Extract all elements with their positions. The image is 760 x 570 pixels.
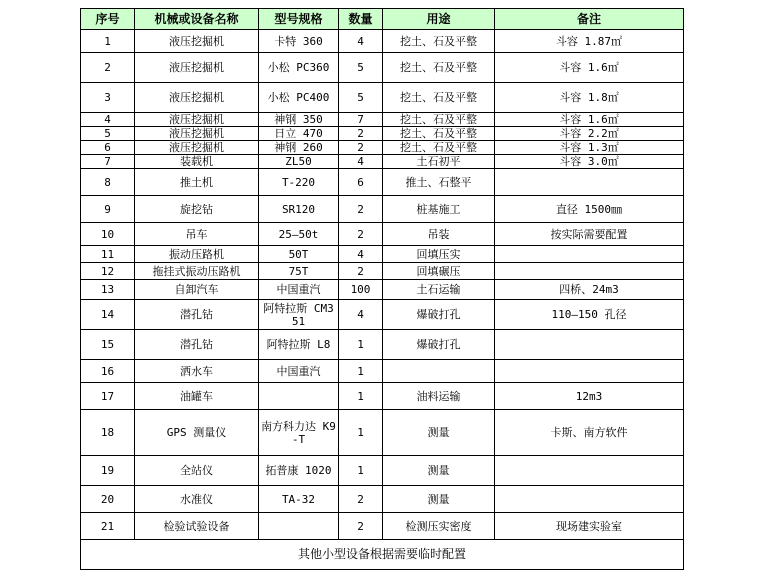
- cell-quantity: 2: [339, 263, 383, 280]
- table-body: [81, 30, 684, 540]
- cell-name: 自卸汽车: [135, 280, 259, 300]
- cell-remark: 110—150 孔径: [495, 300, 684, 330]
- cell-remark: 斗容 1.87㎡: [495, 30, 684, 53]
- cell-model: 75T: [259, 263, 339, 280]
- cell-purpose: 油料运输: [383, 383, 495, 410]
- table-row: [81, 127, 684, 141]
- cell-name: 检验试验设备: [135, 513, 259, 540]
- table-row: [81, 513, 684, 540]
- table-row: [81, 141, 684, 155]
- cell-name: 拖挂式振动压路机: [135, 263, 259, 280]
- cell-model: 小松 PC360: [259, 53, 339, 83]
- cell-quantity: 7: [339, 113, 383, 127]
- table-row: [81, 83, 684, 113]
- table-row: [81, 383, 684, 410]
- cell-quantity: 1: [339, 383, 383, 410]
- cell-index: 1: [81, 30, 135, 53]
- cell-quantity: 2: [339, 196, 383, 223]
- cell-quantity: 100: [339, 280, 383, 300]
- cell-remark: 12m3: [495, 383, 684, 410]
- cell-purpose: 挖土、石及平整: [383, 53, 495, 83]
- table-row: [81, 456, 684, 486]
- cell-purpose: 挖土、石及平整: [383, 30, 495, 53]
- cell-index: 12: [81, 263, 135, 280]
- cell-quantity: 6: [339, 169, 383, 196]
- footer-note: 其他小型设备根据需要临时配置: [81, 540, 684, 570]
- footer-row: [81, 540, 684, 570]
- cell-remark: 斗容 1.6㎡: [495, 53, 684, 83]
- cell-model: T-220: [259, 169, 339, 196]
- cell-remark: [495, 246, 684, 263]
- cell-index: 20: [81, 486, 135, 513]
- col-header-quantity: 数量: [339, 9, 383, 30]
- cell-remark: [495, 456, 684, 486]
- table-row: [81, 300, 684, 330]
- cell-model: TA-32: [259, 486, 339, 513]
- cell-name: 振动压路机: [135, 246, 259, 263]
- table-row: [81, 263, 684, 280]
- equipment-table: [80, 8, 684, 570]
- cell-purpose: 测量: [383, 410, 495, 456]
- cell-model: 卡特 360: [259, 30, 339, 53]
- cell-quantity: 2: [339, 141, 383, 155]
- cell-index: 15: [81, 330, 135, 360]
- cell-model: 神钢 350: [259, 113, 339, 127]
- cell-model: 阿特拉斯 CM351: [259, 300, 339, 330]
- cell-index: 7: [81, 155, 135, 169]
- cell-name: 液压挖掘机: [135, 113, 259, 127]
- cell-remark: 斗容 3.0㎡: [495, 155, 684, 169]
- cell-model: 25—50t: [259, 223, 339, 246]
- col-header-name: 机械或设备名称: [135, 9, 259, 30]
- cell-purpose: 挖土、石及平整: [383, 127, 495, 141]
- cell-remark: 斗容 1.6㎡: [495, 113, 684, 127]
- cell-index: 13: [81, 280, 135, 300]
- cell-purpose: 土石初平: [383, 155, 495, 169]
- cell-purpose: 挖土、石及平整: [383, 83, 495, 113]
- table-row: [81, 330, 684, 360]
- cell-name: 液压挖掘机: [135, 30, 259, 53]
- cell-remark: [495, 263, 684, 280]
- cell-quantity: 2: [339, 223, 383, 246]
- cell-remark: 直径 1500㎜: [495, 196, 684, 223]
- cell-purpose: 检测压实密度: [383, 513, 495, 540]
- header-row: [81, 9, 684, 30]
- cell-index: 16: [81, 360, 135, 383]
- cell-index: 5: [81, 127, 135, 141]
- cell-remark: [495, 360, 684, 383]
- cell-name: 装载机: [135, 155, 259, 169]
- cell-purpose: 挖土、石及平整: [383, 113, 495, 127]
- cell-remark: 斗容 1.8㎡: [495, 83, 684, 113]
- cell-index: 6: [81, 141, 135, 155]
- table-row: [81, 113, 684, 127]
- cell-quantity: 1: [339, 330, 383, 360]
- table-row: [81, 169, 684, 196]
- cell-index: 8: [81, 169, 135, 196]
- cell-index: 18: [81, 410, 135, 456]
- cell-purpose: 回填压实: [383, 246, 495, 263]
- cell-model: 中国重汽: [259, 280, 339, 300]
- cell-purpose: 爆破打孔: [383, 330, 495, 360]
- cell-name: 水准仪: [135, 486, 259, 513]
- cell-quantity: 5: [339, 53, 383, 83]
- cell-name: 液压挖掘机: [135, 53, 259, 83]
- cell-model: SR120: [259, 196, 339, 223]
- cell-model: 拓普康 1020: [259, 456, 339, 486]
- cell-purpose: 吊装: [383, 223, 495, 246]
- cell-model: 50T: [259, 246, 339, 263]
- cell-quantity: 1: [339, 360, 383, 383]
- cell-quantity: 5: [339, 83, 383, 113]
- cell-quantity: 4: [339, 246, 383, 263]
- cell-purpose: 桩基施工: [383, 196, 495, 223]
- col-header-purpose: 用途: [383, 9, 495, 30]
- table-row: [81, 53, 684, 83]
- table-row: [81, 155, 684, 169]
- cell-index: 21: [81, 513, 135, 540]
- col-header-model: 型号规格: [259, 9, 339, 30]
- cell-quantity: 2: [339, 486, 383, 513]
- cell-model: [259, 383, 339, 410]
- cell-model: [259, 513, 339, 540]
- cell-index: 2: [81, 53, 135, 83]
- cell-quantity: 4: [339, 300, 383, 330]
- cell-index: 17: [81, 383, 135, 410]
- cell-name: 洒水车: [135, 360, 259, 383]
- table-row: [81, 360, 684, 383]
- cell-remark: [495, 486, 684, 513]
- cell-remark: 卡斯、南方软件: [495, 410, 684, 456]
- cell-index: 11: [81, 246, 135, 263]
- cell-purpose: 回填碾压: [383, 263, 495, 280]
- table-row: [81, 30, 684, 53]
- cell-name: 液压挖掘机: [135, 141, 259, 155]
- col-header-remark: 备注: [495, 9, 684, 30]
- cell-remark: 按实际需要配置: [495, 223, 684, 246]
- cell-name: 旋挖钻: [135, 196, 259, 223]
- cell-remark: [495, 169, 684, 196]
- cell-name: 推土机: [135, 169, 259, 196]
- cell-remark: [495, 330, 684, 360]
- table-row: [81, 486, 684, 513]
- cell-quantity: 2: [339, 127, 383, 141]
- table-row: [81, 410, 684, 456]
- table-row: [81, 246, 684, 263]
- cell-purpose: 测量: [383, 486, 495, 513]
- cell-index: 9: [81, 196, 135, 223]
- cell-purpose: 爆破打孔: [383, 300, 495, 330]
- cell-model: 小松 PC400: [259, 83, 339, 113]
- cell-quantity: 1: [339, 456, 383, 486]
- table-row: [81, 223, 684, 246]
- cell-remark: 斗容 1.3㎡: [495, 141, 684, 155]
- cell-name: 吊车: [135, 223, 259, 246]
- cell-remark: 四桥、24m3: [495, 280, 684, 300]
- cell-name: 全站仪: [135, 456, 259, 486]
- cell-quantity: 4: [339, 30, 383, 53]
- cell-name: 潜孔钻: [135, 330, 259, 360]
- cell-model: 南方科力达 K9-T: [259, 410, 339, 456]
- cell-index: 4: [81, 113, 135, 127]
- cell-name: 液压挖掘机: [135, 127, 259, 141]
- cell-quantity: 2: [339, 513, 383, 540]
- col-header-index: 序号: [81, 9, 135, 30]
- cell-remark: 斗容 2.2㎡: [495, 127, 684, 141]
- cell-purpose: 土石运输: [383, 280, 495, 300]
- cell-model: 阿特拉斯 L8: [259, 330, 339, 360]
- cell-name: 潜孔钻: [135, 300, 259, 330]
- cell-remark: 现场建实验室: [495, 513, 684, 540]
- cell-quantity: 1: [339, 410, 383, 456]
- cell-name: GPS 测量仪: [135, 410, 259, 456]
- cell-model: 中国重汽: [259, 360, 339, 383]
- cell-model: ZL50: [259, 155, 339, 169]
- table-row: [81, 280, 684, 300]
- cell-purpose: 推土、石整平: [383, 169, 495, 196]
- cell-index: 3: [81, 83, 135, 113]
- cell-model: 神钢 260: [259, 141, 339, 155]
- table-row: [81, 196, 684, 223]
- cell-model: 日立 470: [259, 127, 339, 141]
- cell-name: 油罐车: [135, 383, 259, 410]
- cell-index: 14: [81, 300, 135, 330]
- cell-quantity: 4: [339, 155, 383, 169]
- cell-index: 19: [81, 456, 135, 486]
- cell-name: 液压挖掘机: [135, 83, 259, 113]
- cell-index: 10: [81, 223, 135, 246]
- cell-purpose: 测量: [383, 456, 495, 486]
- cell-purpose: [383, 360, 495, 383]
- cell-purpose: 挖土、石及平整: [383, 141, 495, 155]
